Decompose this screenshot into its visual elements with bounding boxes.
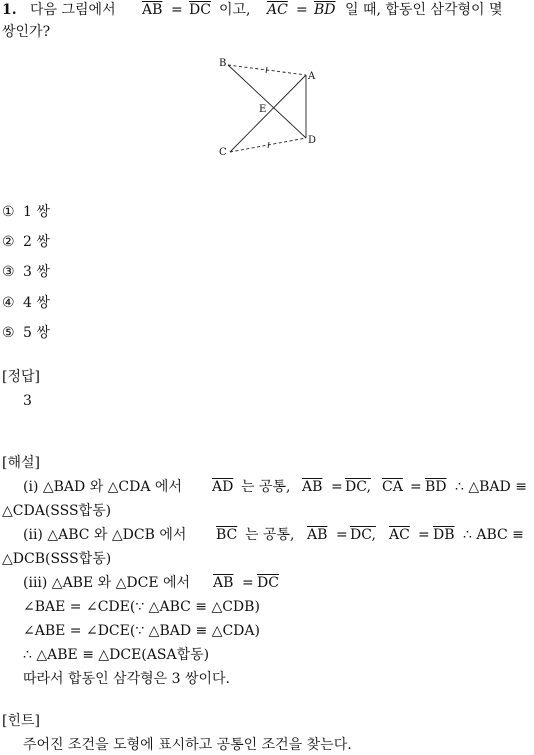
equals-sign: = <box>296 2 308 18</box>
segment-ba-dashed <box>228 65 306 75</box>
choice-mark: ④ <box>2 295 15 311</box>
choice-text: 4 쌍 <box>23 295 50 311</box>
explanation-text: ∠ABE = ∠DCE(∵ △BAD ≡ △CDA) <box>23 623 260 639</box>
choice-text: 5 쌍 <box>23 325 50 341</box>
explanation-conclusion: 따라서 합동인 삼각형은 3 쌍이다. <box>23 671 230 687</box>
equals-sign: = <box>418 527 430 543</box>
label-b: B <box>219 58 227 69</box>
question-stem-line2: 쌍인가? <box>2 24 51 40</box>
choice-mark: ② <box>2 234 15 250</box>
tick-mark-cd <box>268 142 269 148</box>
explanation-text: ∴ △ABE ≡ △DCE(ASA합동) <box>23 647 210 663</box>
equals-sign: = <box>242 575 254 591</box>
segment-bd: $\overline{BD}$ <box>314 2 336 18</box>
explanation-text: (ii) △ABC 와 △DCB 에서 <box>23 527 187 543</box>
hint-text: 주어진 조건을 도형에 표시하고 공통인 조건을 찾는다. <box>23 737 352 753</box>
explanation-text: ∴ ABC ≡ <box>463 527 524 543</box>
segment-ab: $\overline{AB}$ <box>213 575 234 591</box>
explanation-text: 는 공통, <box>245 527 295 543</box>
segment-db: $\overline{DB}$ <box>433 527 455 543</box>
explanation-text: △DCB(SSS합동) <box>2 551 112 567</box>
explanation-text: ∠BAE = ∠CDE(∵ △ABC ≡ △CDB) <box>23 599 260 615</box>
label-a: A <box>308 71 316 82</box>
question-stem-prefix: 다음 그림에서 <box>30 2 116 18</box>
label-e: E <box>259 104 267 115</box>
question-stem-middle: 이고, <box>219 2 251 18</box>
explanation-heading: [해설] <box>2 455 40 471</box>
hint-heading: [힌트] <box>2 713 40 729</box>
segment-ac: $\overline{AC}$ <box>389 527 410 543</box>
segment-ab: $\overline{AB}$ <box>142 2 163 18</box>
equals-sign: = <box>331 479 343 495</box>
question-number: 1. <box>2 2 17 18</box>
segment-dc: DC, <box>345 479 371 495</box>
choice-text: 2 쌍 <box>23 234 50 250</box>
choice-text: 3 쌍 <box>23 264 50 280</box>
segment-ab: $\overline{AB}$ <box>302 479 323 495</box>
choice-text: 1 쌍 <box>23 204 50 220</box>
segment-ad: $\overline{AD}$ <box>212 479 234 495</box>
label-c: C <box>219 147 227 158</box>
explanation-text: ∴ △BAD ≡ <box>455 479 527 495</box>
answer-value: 3 <box>23 393 32 409</box>
equals-sign: = <box>171 2 183 18</box>
question-stem-suffix: 일 때, 합동인 삼각형이 몇 <box>345 2 503 18</box>
explanation-text: △CDA(SSS합동) <box>2 503 112 519</box>
geometry-figure <box>214 56 324 160</box>
segment-ac: $\overline{AC}$ <box>267 2 288 18</box>
segment-bc: $\overline{BC}$ <box>216 527 238 543</box>
segment-ca <box>230 75 306 152</box>
segment-dc: $\overline{DC}$ <box>189 2 211 18</box>
explanation-text: 는 공통, <box>241 479 291 495</box>
answer-heading: [정답] <box>2 369 40 385</box>
explanation-text: (i) △BAD 와 △CDA 에서 <box>23 479 182 495</box>
choice-mark: ③ <box>2 264 15 280</box>
segment-bd: $\overline{BD}$ <box>425 479 447 495</box>
choice-mark: ⑤ <box>2 325 15 341</box>
explanation-text: (iii) △ABE 와 △DCE 에서 <box>23 575 191 591</box>
equals-sign: = <box>336 527 348 543</box>
tick-mark-ba <box>266 67 267 73</box>
choice-mark: ① <box>2 204 15 220</box>
segment-bd <box>228 65 306 138</box>
label-d: D <box>308 135 317 146</box>
segment-ca: $\overline{CA}$ <box>382 479 403 495</box>
segment-dc: DC, <box>350 527 376 543</box>
segment-ab: $\overline{AB}$ <box>307 527 328 543</box>
equals-sign: = <box>410 479 422 495</box>
segment-dc: $\overline{DC}$ <box>257 575 279 591</box>
